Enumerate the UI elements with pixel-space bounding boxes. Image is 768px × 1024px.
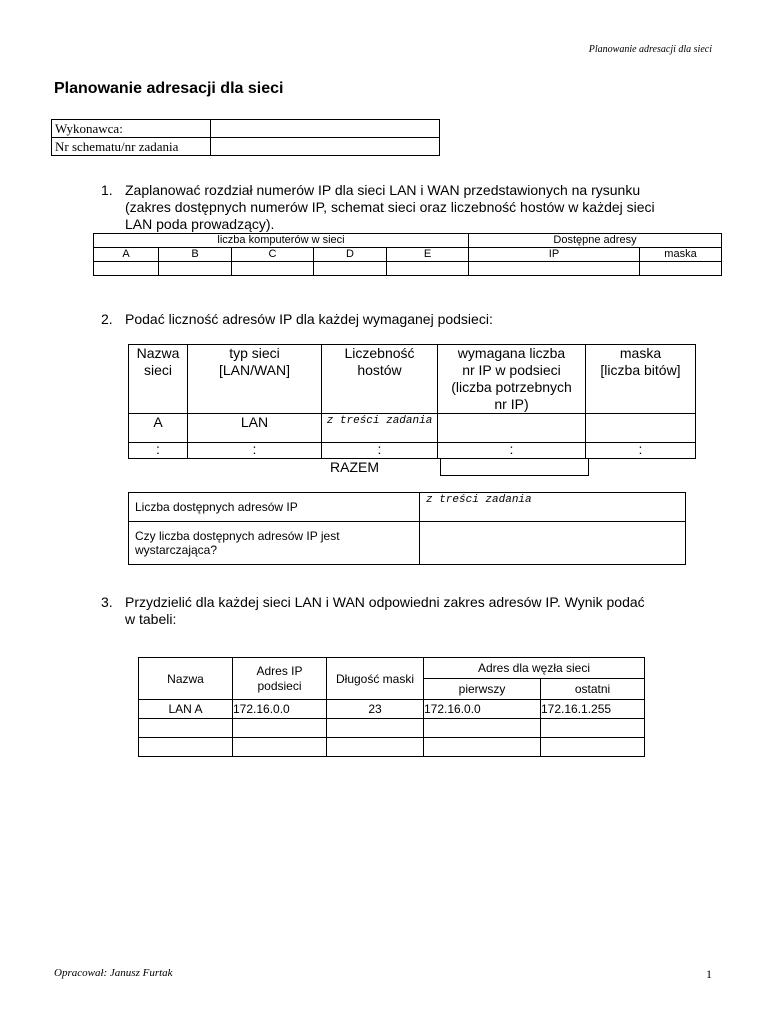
cell-address: 172.16.0.0 [233,700,327,719]
cell-first: 172.16.0.0 [424,700,541,719]
computers-table [93,233,722,276]
available-value: z treści zadania [420,493,686,522]
table-row [52,138,440,156]
table-row [94,234,722,248]
allocation-table [138,657,645,757]
cell-type: LAN [188,414,322,443]
task-text-line: Zaplanować rozdział numerów IP dla sieci LAN i WAN przedstawionych na rysunku [125,182,641,198]
subnet-table [128,344,696,459]
table-row [139,738,645,757]
task-number: 3. [101,594,113,610]
availability-table [128,492,686,565]
task-text-line: LAN poda prowadzący). [125,216,275,232]
scheme-field[interactable] [211,138,440,156]
total-label: RAZEM [330,459,379,475]
input-cell[interactable] [327,719,424,738]
input-cell[interactable] [139,738,233,757]
group-header-computers: liczba komputerów w sieci [94,234,469,248]
enough-label: Czy liczba dostępnych adresów IP jest wystarczająca? [129,522,420,565]
input-cell[interactable] [541,719,645,738]
col-header-mask: Długość maski [327,658,424,700]
ellipsis-cell: : [129,443,188,459]
task-text-line: Podać liczność adresów IP dla każdej wymaganej podsieci: [125,311,493,327]
scheme-label: Nr schematu/nr zadania [52,138,211,156]
input-cell[interactable] [387,262,469,276]
table-row [52,120,440,138]
input-cell[interactable] [233,738,327,757]
table-row [139,658,645,679]
input-cell[interactable] [438,414,586,443]
cell-hosts: z treści zadania [322,414,438,443]
table-row [129,493,686,522]
col-header-first: pierwszy [424,679,541,700]
col-header-node: Adres dla węzła sieci [424,658,645,679]
input-cell[interactable] [94,262,159,276]
col-header: D [314,248,387,262]
task-text-line: w tabeli: [125,611,177,627]
col-header: A [94,248,159,262]
cell-name: A [129,414,188,443]
input-cell[interactable] [139,719,233,738]
table-row [139,719,645,738]
total-field[interactable] [440,458,589,476]
table-row [129,443,696,459]
col-header: IP [469,248,640,262]
input-cell[interactable] [469,262,640,276]
input-cell[interactable] [541,738,645,757]
enough-value[interactable] [420,522,686,565]
input-cell[interactable] [424,719,541,738]
table-row [129,414,696,443]
col-header: typ sieci [LAN/WAN] [188,345,322,414]
ellipsis-cell: : [188,443,322,459]
ellipsis-cell: : [586,443,696,459]
input-cell[interactable] [233,719,327,738]
table-row [129,522,686,565]
input-cell[interactable] [586,414,696,443]
cell-last: 172.16.1.255 [541,700,645,719]
table-row [94,262,722,276]
task-text-line: (zakres dostępnych numerów IP, schemat sieci oraz liczebność hostów w każdej sieci [125,199,655,215]
col-header-address: Adres IP podsieci [233,658,327,700]
col-header: B [159,248,232,262]
col-header: C [232,248,314,262]
cell-name: LAN A [139,700,233,719]
group-header-addresses: Dostępne adresy [469,234,722,248]
running-header: Planowanie adresacji dla sieci [588,44,712,55]
col-header: wymagana liczba nr IP w podsieci (liczba potrzebnych nr IP) [438,345,586,414]
col-header: maska [640,248,722,262]
col-header-name: Nazwa [139,658,233,700]
input-cell[interactable] [232,262,314,276]
footer-author: Opracował: Janusz Furtak [54,967,173,979]
performer-label: Wykonawca: [52,120,211,138]
table-row [129,345,696,414]
col-header-last: ostatni [541,679,645,700]
input-cell[interactable] [159,262,232,276]
input-cell[interactable] [640,262,722,276]
col-header: Nazwa sieci [129,345,188,414]
page-title: Planowanie adresacji dla sieci [54,80,284,97]
table-row [139,700,645,719]
col-header: Liczebność hostów [322,345,438,414]
page-number: 1 [706,967,712,981]
cell-mask: 23 [327,700,424,719]
ellipsis-cell: : [322,443,438,459]
performer-field[interactable] [211,120,440,138]
task-number: 2. [101,311,113,327]
task-text-line: Przydzielić dla każdej sieci LAN i WAN odpowiedni zakres adresów IP. Wynik podać [125,594,645,610]
input-cell[interactable] [424,738,541,757]
available-label: Liczba dostępnych adresów IP [129,493,420,522]
col-header: maska [liczba bitów] [586,345,696,414]
task-number: 1. [101,182,113,198]
input-cell[interactable] [314,262,387,276]
table-row [94,248,722,262]
input-cell[interactable] [327,738,424,757]
info-table [51,119,440,156]
ellipsis-cell: : [438,443,586,459]
col-header: E [387,248,469,262]
